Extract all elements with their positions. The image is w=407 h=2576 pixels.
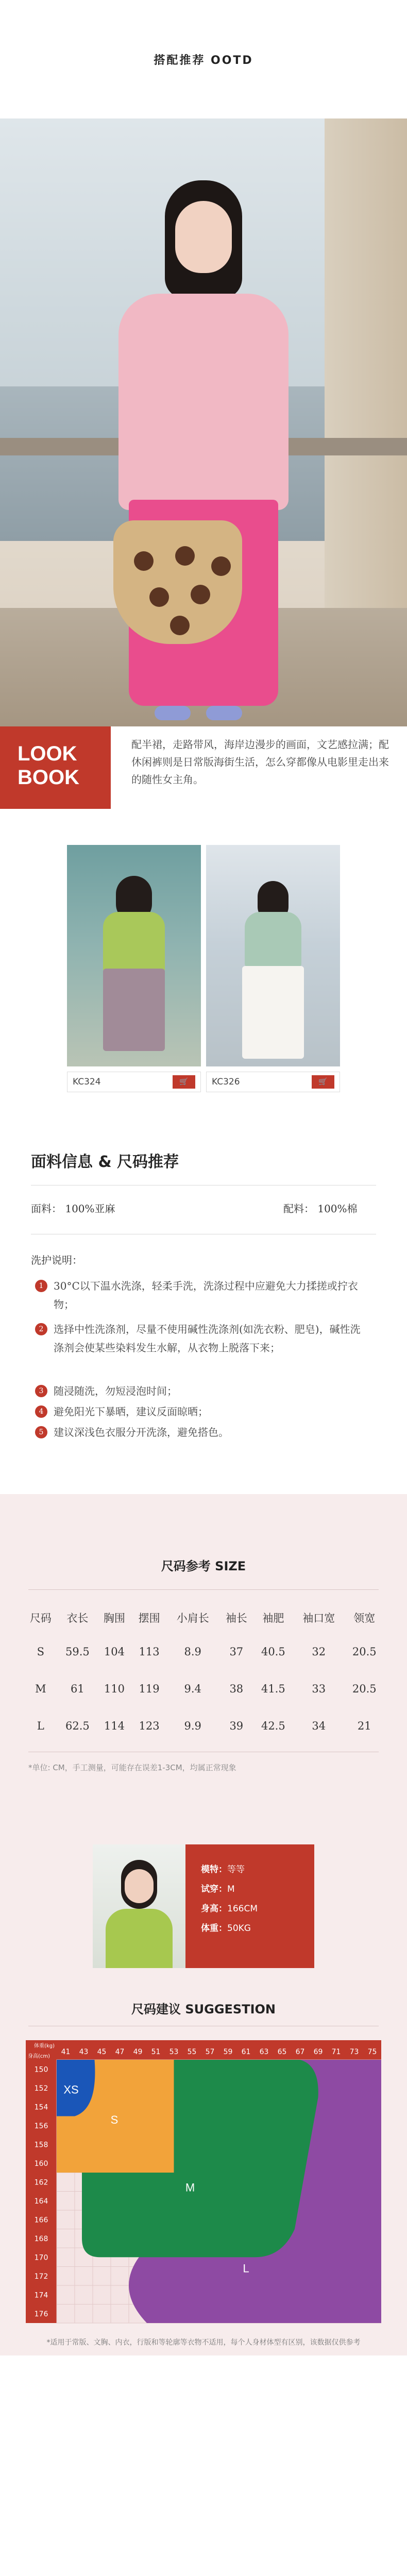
product-code: KC324 bbox=[73, 1077, 101, 1087]
model-key: 模特： bbox=[201, 1865, 227, 1875]
height-tick: 162 bbox=[34, 2178, 48, 2187]
care-text: 建议深浅色衣服分开洗涤，避免搭色。 bbox=[54, 1426, 229, 1438]
height-tick: 174 bbox=[34, 2291, 48, 2300]
lining-info bbox=[283, 1200, 358, 1215]
weight-tick: 59 bbox=[223, 2048, 233, 2056]
care-text: 30°C以下温水洗涤，轻柔手洗，洗涤过程中应避免大力揉搓或拧衣物； bbox=[54, 1280, 358, 1311]
grid-cell bbox=[75, 2285, 93, 2304]
suggestion-note: *适用于常版、文胸、内衣，行版和等轮廓等衣物不适用，每个人身材体型有区别，该数据仅供参考 bbox=[46, 2338, 361, 2347]
weight-tick: 51 bbox=[151, 2048, 161, 2056]
product-cards bbox=[0, 829, 407, 1139]
table-row bbox=[23, 1670, 384, 1707]
model-card bbox=[185, 1844, 314, 1968]
divider bbox=[28, 1589, 379, 1590]
table-cell: 39 bbox=[229, 1720, 244, 1732]
height-tick: 154 bbox=[34, 2103, 48, 2112]
grid-cell bbox=[57, 2229, 75, 2248]
table-cell: 32 bbox=[312, 1646, 326, 1658]
grid-cell bbox=[111, 2304, 129, 2324]
cart-icon[interactable]: 🛒 bbox=[173, 1075, 195, 1089]
fabric-title: 面料信息 & 尺码推荐 bbox=[31, 1153, 179, 1171]
care-number: 5 bbox=[35, 1426, 47, 1438]
table-header: 摆围 bbox=[138, 1612, 160, 1624]
model-row bbox=[201, 1879, 314, 1899]
model-value: 等等 bbox=[227, 1865, 245, 1875]
height-tick: 170 bbox=[34, 2253, 48, 2262]
zone-label: L bbox=[243, 2262, 249, 2275]
table-cell: 34 bbox=[312, 1720, 326, 1732]
model-face bbox=[175, 201, 232, 273]
care-item bbox=[35, 1320, 370, 1357]
table-cell: 104 bbox=[104, 1646, 125, 1658]
model-photo bbox=[93, 1844, 185, 1968]
weight-tick: 49 bbox=[133, 2048, 143, 2056]
fabric-value: 100%亚麻 bbox=[65, 1202, 115, 1215]
table-cell: 8.9 bbox=[184, 1646, 201, 1658]
lining-value: 100%棉 bbox=[317, 1202, 358, 1215]
size-grid-chart bbox=[26, 2040, 381, 2324]
table-header: 尺码 bbox=[29, 1612, 52, 1624]
product-card[interactable] bbox=[206, 845, 340, 1097]
grid-cell bbox=[75, 2304, 93, 2324]
product-bar bbox=[67, 1072, 201, 1092]
height-tick: 156 bbox=[34, 2122, 48, 2130]
grid-cell bbox=[93, 2267, 111, 2286]
model-info bbox=[0, 1844, 407, 1968]
weight-tick: 61 bbox=[241, 2048, 251, 2056]
weight-tick: 65 bbox=[277, 2048, 287, 2056]
shoe-left bbox=[155, 706, 191, 720]
table-cell: 40.5 bbox=[261, 1646, 285, 1658]
table-header: 小肩长 bbox=[176, 1612, 209, 1624]
straw-bag bbox=[113, 520, 242, 644]
table-cell: 37 bbox=[229, 1646, 244, 1658]
table-cell: 113 bbox=[139, 1646, 160, 1658]
size-title: 尺码参考 SIZE bbox=[161, 1559, 246, 1573]
table-cell: 20.5 bbox=[352, 1646, 377, 1658]
table-cell: 61 bbox=[71, 1683, 84, 1695]
lookbook-label-line2: BOOK bbox=[18, 766, 79, 789]
table-header: 袖长 bbox=[225, 1612, 247, 1624]
hero-photo bbox=[0, 118, 407, 726]
corner-weight-label: 体重(kg) bbox=[34, 2043, 55, 2049]
care-title: 洗护说明： bbox=[31, 1254, 82, 1266]
table-header: 袖肥 bbox=[262, 1612, 284, 1624]
zone-label: M bbox=[185, 2181, 195, 2194]
product-code: KC326 bbox=[212, 1077, 240, 1087]
height-tick: 152 bbox=[34, 2084, 48, 2093]
care-number: 2 bbox=[35, 1323, 47, 1335]
care-number: 3 bbox=[35, 1385, 47, 1397]
height-tick: 172 bbox=[34, 2272, 48, 2281]
table-cell: 123 bbox=[139, 1720, 160, 1732]
height-tick: 166 bbox=[34, 2216, 48, 2225]
model-key: 体重： bbox=[201, 1923, 227, 1934]
weight-tick: 63 bbox=[259, 2048, 269, 2056]
table-header: 袖口宽 bbox=[302, 1612, 335, 1624]
model-row bbox=[201, 1860, 314, 1879]
weight-tick: 57 bbox=[205, 2048, 215, 2056]
height-tick: 150 bbox=[34, 2065, 48, 2074]
table-cell: 62.5 bbox=[65, 1720, 90, 1732]
lookbook-label-line1: LOOK bbox=[18, 742, 77, 765]
product-card[interactable] bbox=[67, 845, 201, 1097]
model-key: 身高： bbox=[201, 1904, 227, 1914]
ootd-title: 搭配推荐 OOTD bbox=[154, 54, 253, 67]
height-tick: 168 bbox=[34, 2234, 48, 2243]
corner-height-label: 身高(cm) bbox=[28, 2054, 50, 2059]
table-cell: 9.9 bbox=[184, 1720, 201, 1732]
table-header: 衣长 bbox=[66, 1612, 89, 1624]
care-number: 4 bbox=[35, 1405, 47, 1418]
model-row bbox=[201, 1919, 314, 1938]
weight-tick: 55 bbox=[187, 2048, 197, 2056]
lining-label: 配料： bbox=[283, 1202, 314, 1215]
weight-tick: 45 bbox=[97, 2048, 107, 2056]
grid-cell bbox=[57, 2210, 75, 2229]
model-value: M bbox=[227, 1884, 235, 1894]
height-tick: 158 bbox=[34, 2141, 48, 2149]
care-text: 避免阳光下暴晒，建议反面晾晒； bbox=[54, 1405, 208, 1418]
weight-tick: 53 bbox=[169, 2048, 179, 2056]
table-cell: 114 bbox=[104, 1720, 125, 1732]
lookbook-text: 配半裙，走路带风，海岸边漫步的画面，文艺感拉满；配休闲裤则是日常版海街生活，怎么穿都像从电影里走出来的随性女主角。 bbox=[131, 738, 389, 786]
table-cell: 33 bbox=[312, 1683, 326, 1695]
table-row bbox=[23, 1707, 384, 1744]
table-cell: 21 bbox=[357, 1720, 371, 1732]
fabric-info bbox=[31, 1200, 115, 1215]
model-key: 试穿： bbox=[201, 1884, 227, 1894]
table-cell: 42.5 bbox=[261, 1720, 285, 1732]
table-cell: 20.5 bbox=[352, 1683, 377, 1695]
care-text: 选择中性洗涤剂，尽量不使用碱性洗涤剂(如洗衣粉、肥皂)，碱性洗涤剂会使某些染料发生水解，从衣物上脱落下来； bbox=[54, 1323, 361, 1354]
table-row bbox=[23, 1633, 384, 1670]
table-cell: 119 bbox=[139, 1683, 160, 1695]
weight-tick: 41 bbox=[61, 2048, 71, 2056]
model-row bbox=[201, 1899, 314, 1919]
table-cell: 110 bbox=[104, 1683, 125, 1695]
table-header-row bbox=[23, 1602, 384, 1633]
suggestion-title: 尺码建议 SUGGESTION bbox=[131, 2002, 276, 2016]
height-tick: 176 bbox=[34, 2310, 48, 2318]
height-tick: 164 bbox=[34, 2197, 48, 2206]
table-cell: 38 bbox=[229, 1683, 244, 1695]
weight-tick: 43 bbox=[79, 2048, 89, 2056]
table-cell: 9.4 bbox=[184, 1683, 201, 1695]
table-cell: 41.5 bbox=[261, 1683, 285, 1695]
size-suggestion bbox=[0, 1968, 407, 2355]
product-image[interactable] bbox=[206, 845, 340, 1066]
care-number: 1 bbox=[35, 1280, 47, 1292]
table-header: 领宽 bbox=[353, 1612, 376, 1624]
weight-tick: 67 bbox=[295, 2048, 305, 2056]
ootd-header bbox=[0, 0, 407, 118]
table-cell: L bbox=[37, 1720, 44, 1732]
grid-cell bbox=[111, 2267, 129, 2286]
size-note: *单位: CM，手工测量，可能存在误差1-3CM，均属正常现象 bbox=[28, 1763, 236, 1772]
grid-cell bbox=[57, 2304, 75, 2324]
grid-cell bbox=[93, 2285, 111, 2304]
size-table bbox=[23, 1602, 384, 1744]
care-item bbox=[35, 1402, 370, 1421]
table-cell: M bbox=[35, 1683, 46, 1695]
pink-blouse bbox=[118, 294, 289, 510]
weight-tick: 69 bbox=[313, 2048, 323, 2056]
grid-cell bbox=[111, 2285, 129, 2304]
size-reference bbox=[0, 1494, 407, 1844]
table-cell: 59.5 bbox=[65, 1646, 90, 1658]
grid-cell bbox=[57, 2267, 75, 2286]
grid-cell bbox=[93, 2304, 111, 2324]
fabric-label: 面料： bbox=[31, 1202, 62, 1215]
table-header: 胸围 bbox=[103, 1612, 125, 1624]
weight-tick: 73 bbox=[349, 2048, 359, 2056]
zone-label: XS bbox=[63, 2083, 79, 2096]
product-image[interactable] bbox=[67, 845, 201, 1066]
care-item bbox=[35, 1382, 370, 1400]
lookbook-label bbox=[0, 726, 111, 809]
table-cell: S bbox=[37, 1646, 45, 1658]
weight-tick: 71 bbox=[331, 2048, 341, 2056]
weight-tick: 47 bbox=[115, 2048, 125, 2056]
care-item bbox=[35, 1277, 370, 1314]
cart-icon[interactable]: 🛒 bbox=[312, 1075, 334, 1089]
height-tick: 160 bbox=[34, 2159, 48, 2168]
care-text: 随浸随洗，勿短浸泡时间； bbox=[54, 1385, 177, 1397]
grid-cell bbox=[57, 2248, 75, 2267]
grid-cell bbox=[57, 2285, 75, 2304]
grid-cell bbox=[57, 2192, 75, 2211]
product-bar bbox=[206, 1072, 340, 1092]
zone-label: S bbox=[110, 2113, 118, 2127]
model-value: 50KG bbox=[227, 1923, 251, 1934]
shoe-right bbox=[206, 706, 242, 720]
care-item bbox=[35, 1423, 370, 1442]
weight-tick: 75 bbox=[367, 2048, 377, 2056]
grid-cell bbox=[57, 2173, 75, 2192]
fabric-section bbox=[0, 1139, 407, 1494]
grid-cell bbox=[75, 2267, 93, 2286]
model-value: 166CM bbox=[227, 1904, 258, 1914]
lookbook-section bbox=[0, 726, 407, 829]
